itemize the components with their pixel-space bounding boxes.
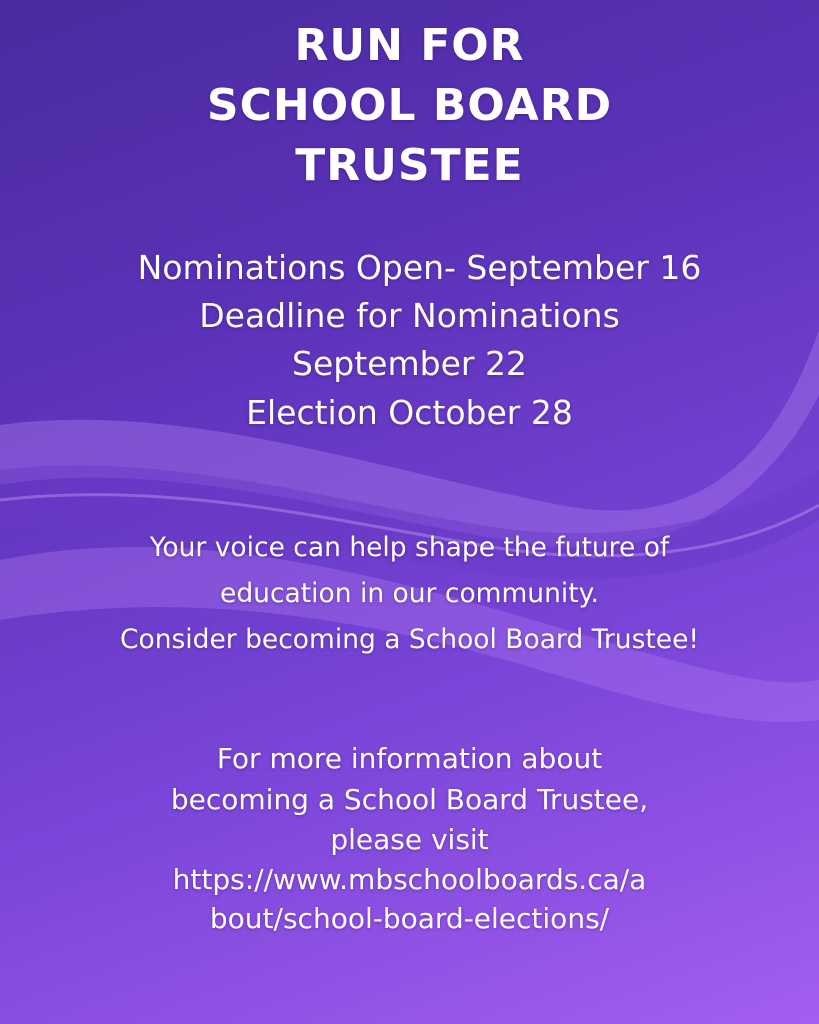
deadline-label-text: Deadline for Nominations [199, 296, 620, 335]
info-url-line-2[interactable]: bout/school-board-elections/ [209, 902, 610, 935]
pitch-line-1: Your voice can help shape the future of [149, 532, 670, 563]
info-line-1: For more information about [216, 742, 603, 775]
info-url-line-1[interactable]: https://www.mbschoolboards.ca/a [172, 863, 647, 896]
info-line-2: becoming a School Board Trustee, [170, 783, 649, 816]
headline-line-1: RUN FOR [294, 20, 525, 71]
nominations-open-text: Nominations Open- September 16 [137, 248, 702, 287]
headline-line-2: SCHOOL BOARD [206, 80, 613, 131]
pitch-line-3: Consider becoming a School Board Trustee! [119, 624, 700, 655]
info-line-3: please visit [330, 823, 489, 856]
deadline-date-text: September 22 [292, 344, 527, 383]
election-date-text: Election October 28 [246, 393, 573, 432]
headline-line-3: TRUSTEE [295, 140, 524, 191]
pitch-line-2: education in our community. [220, 578, 599, 609]
